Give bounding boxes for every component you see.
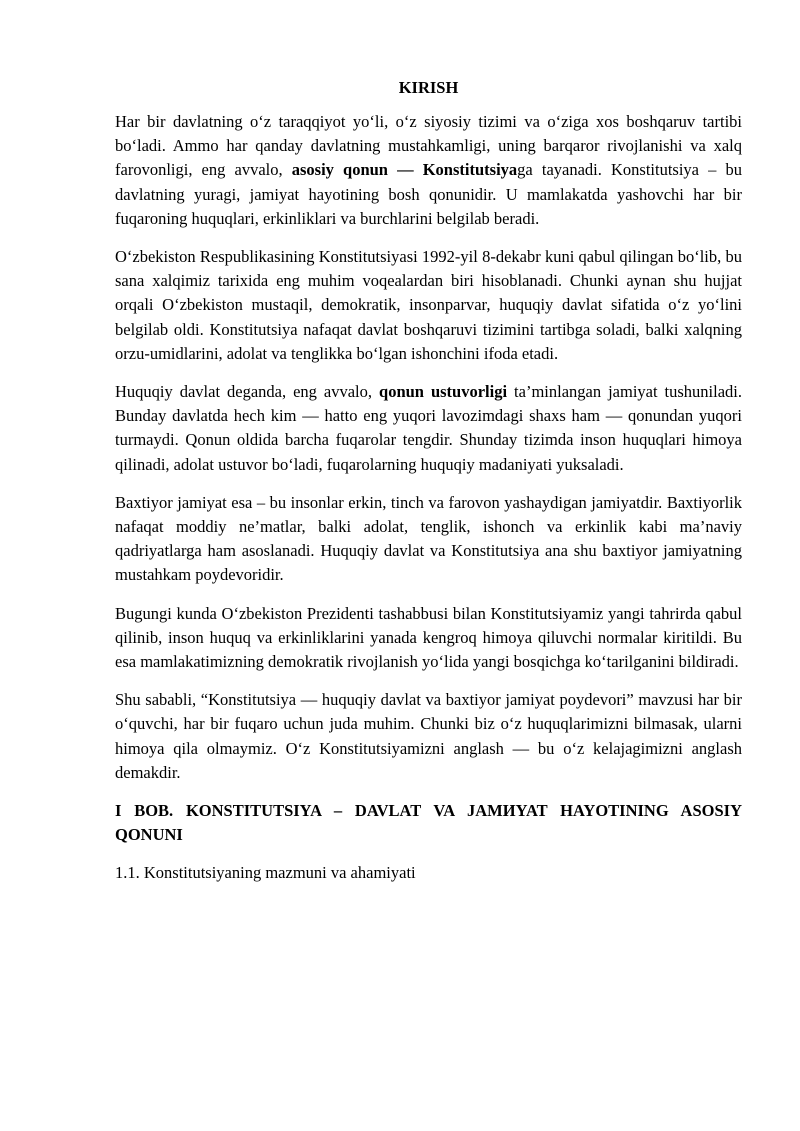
text-run: ta’minlangan jamiyat tushuniladi. Bunday davlatda hech kim — hatto eng yuqori lavozimdagi shaxs ham — qonundan yuqori turmaydi. Qonun oldida barcha fuqarolar tengdir. Shunday tizimda inson huquqlari himoya qilinadi, adolat ustuvor bo‘ladi, fuqarolarning huquqiy madaniyati yuksaladi. — [115, 382, 743, 474]
body-paragraphs — [115, 110, 742, 785]
text-run: Shu sababli, “Konstitutsiya — huquqiy davlat va baxtiyor jamiyat poydevori” mavzusi har bir o‘quvchi, har bir fuqaro uchun juda muhim. Chunki biz o‘z huquqlarimizni bilmasak, ularni himoya qila olmaymiz. O‘z Konstitutsiyamizni anglash — bu o‘z kelajagimizni anglash demakdir. — [115, 690, 742, 782]
text-run: O‘zbekiston Respublikasining Konstitutsiyasi 1992-yil 8-dekabr kuni qabul qilingan bo‘lib, bu sana xalqimiz tarixida eng muhim voqealardan biri hisoblanadi. Chunki aynan shu hujjat orqali O‘zbekiston mustaqil, demokratik, insonparvar, huquqiy davlat sifatida o‘z yo‘lini belgilab oldi. Konstitutsiya nafaqat davlat boshqaruvi tizimini tartibga soladi, balki xalqning orzu-umidlarini, adolat va tenglikka bo‘lgan ishonchini ifoda etadi. — [115, 247, 742, 363]
paragraph-3 — [115, 380, 742, 477]
bold-text-run: qonun ustuvorligi — [379, 382, 508, 402]
paragraph-5 — [115, 602, 742, 675]
document-page — [115, 76, 742, 886]
chapter-heading: I BOB. KONSTITUTSIYA – DAVLAT VA JAMИYAT HAYOTINING ASOSIY QONUNI — [115, 801, 742, 845]
text-run: Bugungi kunda O‘zbekiston Prezidenti tashabbusi bilan Konstitutsiyamiz yangi tahrirda qabul qilinib, inson huquq va erkinliklarini yanada kengroq himoya qiluvchi normalar kiritildi. Bu esa mamlakatimizning demokratik rivojlanish yo‘lida yangi bosqichga ko‘tarilganini bildiradi. — [115, 603, 742, 672]
subsection-heading: 1.1. Konstitutsiyaning mazmuni va ahamiyati — [115, 863, 416, 883]
bold-text-run: asosiy qonun — Konstitutsiya — [291, 160, 518, 180]
page-title: KIRISH — [398, 78, 459, 97]
paragraph-1 — [115, 110, 742, 231]
paragraph-4 — [115, 491, 742, 588]
text-run: Har bir davlatning o‘z taraqqiyot yo‘li, o‘z siyosiy tizimi va o‘ziga xos boshqaruv tartibi bo‘ladi. Ammo har qanday davlatning mustahkamligi, uning barqaror rivojlanishi va xalq farovonligi, eng avvalo, — [115, 112, 742, 180]
text-run: ga tayanadi. Konstitutsiya – bu davlatning yuragi, jamiyat hayotining bosh qonunidir. U mamlakatda yashovchi har bir fuqaroning huquqlari, erkinliklari va burchlarini belgilab beradi. — [115, 160, 742, 228]
text-run: Huquqiy davlat deganda, eng avvalo, — [115, 382, 380, 402]
paragraph-6 — [115, 688, 742, 785]
paragraph-2 — [115, 245, 742, 366]
text-run: Baxtiyor jamiyat esa – bu insonlar erkin, tinch va farovon yashaydigan jamiyatdir. Baxtiyorlik nafaqat moddiy ne’matlar, balki adolat, tenglik, ishonch va erkinlik kabi ma’naviy qadriyatlarga ham asoslanadi. Huquqiy davlat va Konstitutsiya ana shu baxtiyor jamiyatning mustahkam poydevoridir. — [115, 492, 742, 585]
